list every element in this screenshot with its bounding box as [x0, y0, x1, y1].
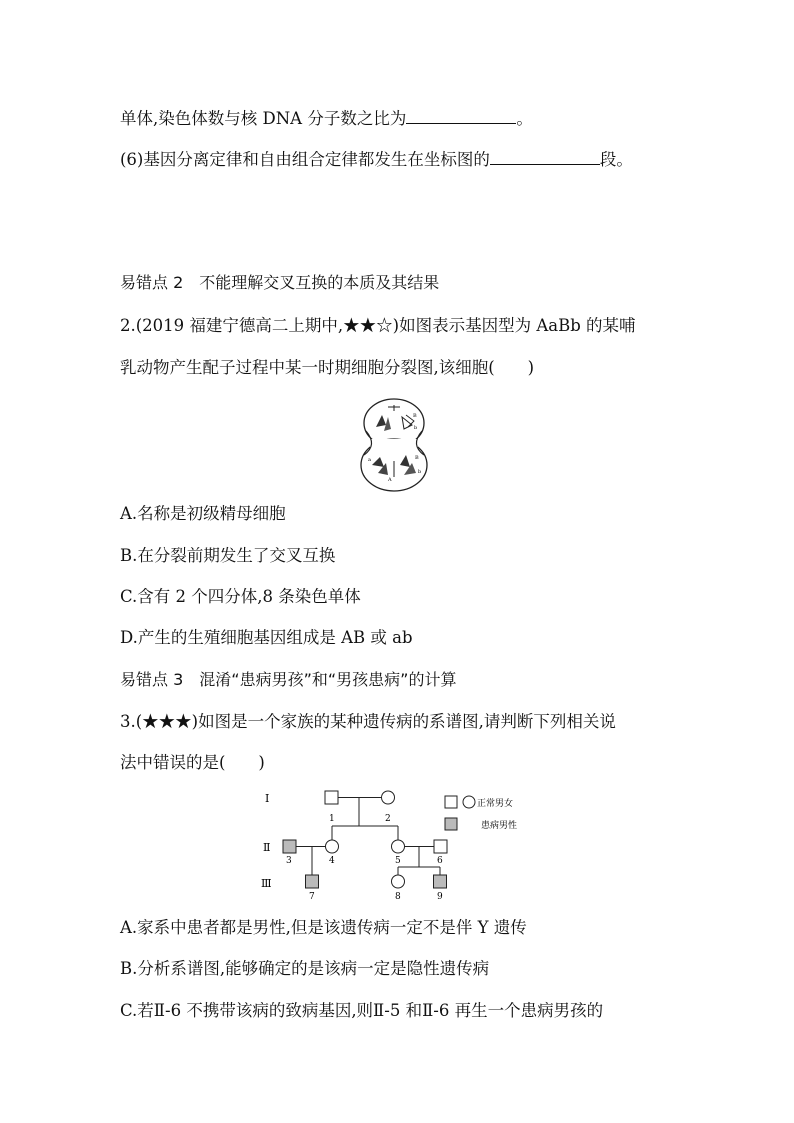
section-3-title: 混淆“患病男孩”和“男孩患病”的计算 — [199, 670, 457, 689]
individual-8 — [392, 875, 405, 888]
q2-option-c[interactable]: C.含有 2 个四分体,8 条染色单体 — [120, 587, 361, 606]
section-3-heading — [120, 669, 456, 691]
legend-normal-female-symbol — [463, 796, 475, 808]
label-B-bottom: B — [415, 455, 419, 461]
q-prev-line1-end: 。 — [516, 109, 533, 128]
q2-stem-line2: 乳动物产生配子过程中某一时期细胞分裂图,该细胞( ) — [120, 358, 535, 377]
label-b-top: b — [414, 425, 418, 431]
num-9: 9 — [437, 892, 443, 902]
answer-blank-2[interactable] — [490, 148, 600, 165]
legend-normal-male-symbol — [445, 796, 457, 808]
q3-option-a[interactable]: A.家系中患者都是男性,但是该遗传病一定不是伴 Y 遗传 — [120, 918, 527, 937]
q-prev-line1 — [120, 107, 533, 130]
q-prev-line2-text: (6)基因分离定律和自由组合定律都发生在坐标图的 — [120, 150, 490, 169]
label-B-top: B — [413, 413, 417, 419]
gen-label-1: Ⅰ — [265, 792, 270, 805]
q3-option-b[interactable]: B.分析系谱图,能够确定的是该病一定是隐性遗传病 — [120, 959, 490, 978]
label-a-bottom: a — [368, 457, 371, 463]
section-2-title: 不能理解交叉互换的本质及其结果 — [199, 273, 440, 292]
num-7: 7 — [309, 892, 315, 902]
pedigree-chart — [255, 785, 545, 905]
individual-1 — [325, 791, 338, 804]
legend-affected-label: 患病男性 — [481, 821, 518, 831]
label-A-bottom: A — [388, 477, 392, 483]
num-2: 2 — [385, 814, 391, 824]
individual-3 — [283, 840, 296, 853]
q2-option-a[interactable]: A.名称是初级精母细胞 — [120, 504, 286, 523]
legend-affected-male-symbol — [445, 818, 457, 830]
individual-6 — [434, 840, 447, 853]
q-prev-line2 — [120, 148, 633, 171]
section-3-label: 易错点 3 — [120, 670, 184, 689]
section-2-label: 易错点 2 — [120, 273, 184, 292]
q3-stem-line1: 3.(★★★)如图是一个家族的某种遗传病的系谱图,请判断下列相关说 — [120, 712, 616, 731]
gen-label-2: Ⅱ — [263, 841, 271, 854]
num-1: 1 — [329, 814, 335, 824]
individual-5 — [392, 840, 405, 853]
gen-label-3: Ⅲ — [261, 877, 272, 890]
label-b-bottom: b — [418, 469, 422, 475]
q2-stem-line1: 2.(2019 福建宁德高二上期中,★★☆)如图表示基因型为 AaBb 的某哺 — [120, 316, 636, 335]
section-2-heading — [120, 272, 439, 294]
q3-stem-line2: 法中错误的是( ) — [120, 753, 265, 772]
legend-normal-label: 正常男女 — [477, 799, 514, 809]
q-prev-line1-text: 单体,染色体数与核 DNA 分子数之比为 — [120, 109, 407, 128]
num-3: 3 — [286, 856, 292, 866]
num-8: 8 — [395, 892, 401, 902]
q-prev-line2-end: 段。 — [599, 150, 633, 169]
individual-2 — [382, 791, 395, 804]
q2-option-b[interactable]: B.在分裂前期发生了交叉互换 — [120, 546, 336, 565]
q2-option-d[interactable]: D.产生的生殖细胞基因组成是 AB 或 ab — [120, 628, 413, 647]
individual-7 — [306, 875, 319, 888]
num-4: 4 — [329, 856, 335, 866]
answer-blank-1[interactable] — [406, 107, 516, 124]
num-5: 5 — [395, 856, 401, 866]
individual-4 — [326, 840, 339, 853]
individual-9 — [434, 875, 447, 888]
cell-division-figure — [358, 395, 430, 495]
q3-option-c[interactable]: C.若Ⅱ-6 不携带该病的致病基因,则Ⅱ-5 和Ⅱ-6 再生一个患病男孩的 — [120, 1001, 604, 1020]
num-6: 6 — [437, 856, 443, 866]
